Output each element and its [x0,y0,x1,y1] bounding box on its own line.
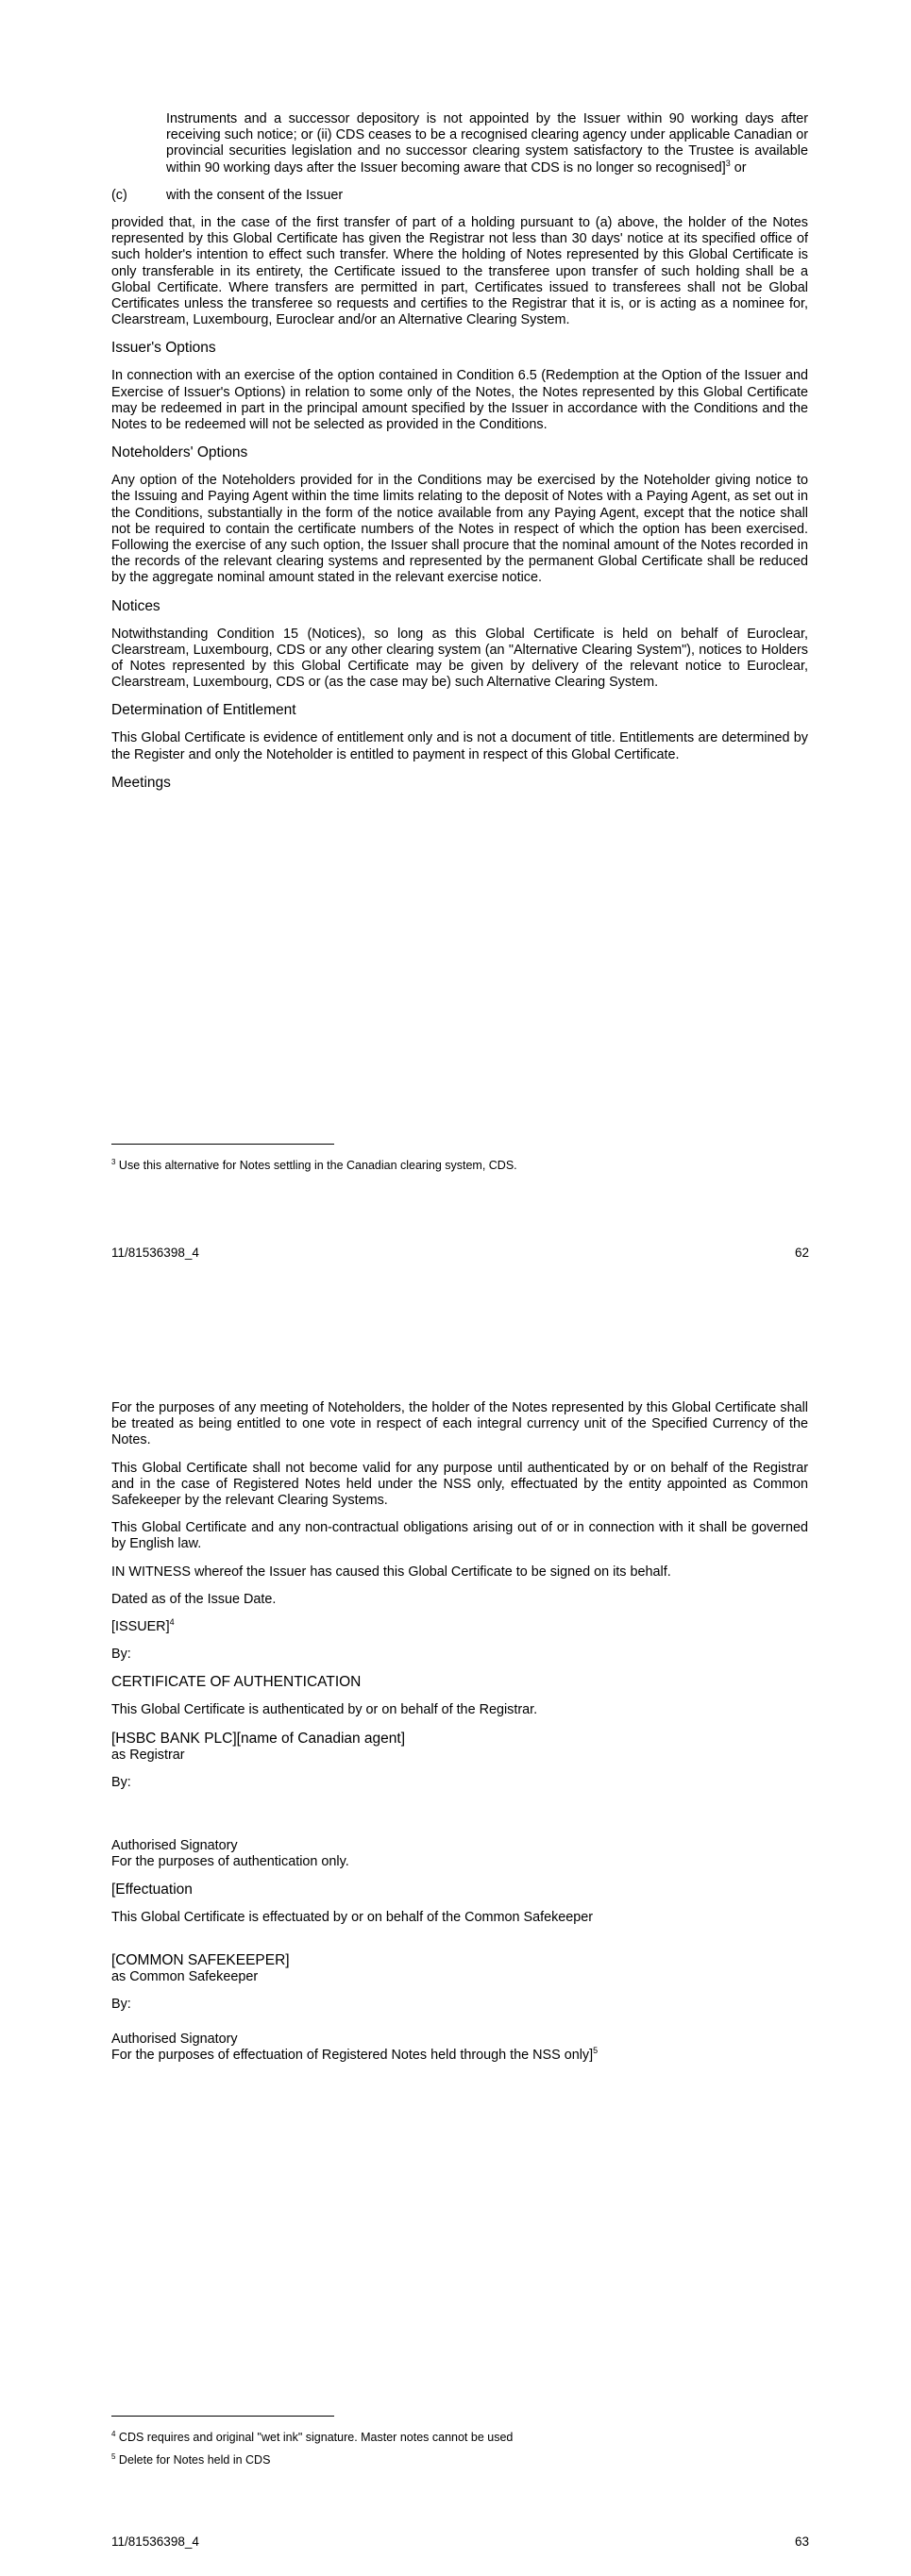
provided-that-paragraph: provided that, in the case of the first transfer of part of a holding pursuant to (a) above, the holder of the Notes represented by this Global Certificate has given the Registrar not less than 30 days' notice at its specified office of such holder's intention to effect such transfer. Where the holding of Notes represented by this Global Certificate is only transferable in its entirety, the Certificate issued to the transferee upon transfer of such holding shall be a Global Certificate. Where transfers are permitted in part, Certificates issued to transferees shall not be Global Certificates unless the transferee so requests and certifies to the Registrar that it is, or is acting as a nominee for, Clearstream, Luxembourg, Euroclear and/or an Alternative Clearing System. [111,215,808,328]
registrar-by-line: By: [111,1774,131,1790]
certificate-of-authentication-heading: CERTIFICATE OF AUTHENTICATION [111,1674,362,1691]
as-common-safekeeper: as Common Safekeeper [111,1968,259,1984]
list-item-c [111,188,808,204]
dated-line: Dated as of the Issue Date. [111,1591,277,1607]
effectuation-heading: [Effectuation [111,1882,193,1899]
entitlement-paragraph: This Global Certificate is evidence of entitlement only and is not a document of title. Entitlements are determined by the Register and only the Noteholder is entitled to payment in respect of this Global Certificate. [111,730,808,762]
meetings-paragraph: For the purposes of any meeting of Noteholders, the holder of the Notes represented by this Global Certificate shall be treated as being entitled to one vote in respect of each integral currency unit of the Specified Currency of the Notes. [111,1400,808,1448]
authentication-paragraph: This Global Certificate is authenticated by or on behalf of the Registrar. [111,1702,538,1718]
footnote-ref-3: 3 [725,158,731,168]
footnote-4: $^4$ CDS requires and original "wet ink" signature. Master notes cannot be used [111,2429,514,2444]
effectuation-purpose: For the purposes of effectuation of Registered Notes held through the NSS only]$^5$ [111,2046,599,2064]
continued-paragraph: Instruments and a successor depository is not appointed by the Issuer within 90 working days after receiving such notice; or (ii) CDS ceases to be a recognised clearing agency under applicable Canadian or provincial securities legislation and no successor clearing system satisfactory to the Trustee is available within 90 working days after the Issuer becoming aware that CDS is no longer so recognised]$^3$ or [166,111,808,176]
document-reference: 11/81536398_4 [111,1246,199,1260]
page-63 [0,1302,911,2576]
governing-law-paragraph: This Global Certificate and any non-contractual obligations arising out of or in connection with it shall be governed by English law. [111,1520,808,1552]
page-number: 62 [794,1246,809,1260]
list-item-label: (c) [111,187,127,203]
noteholders-options-heading: Noteholders' Options [111,444,248,461]
issuer-options-heading: Issuer's Options [111,340,216,357]
notices-heading: Notices [111,597,160,614]
in-witness-paragraph: IN WITNESS whereof the Issuer has caused this Global Certificate to be signed on its behalf. [111,1564,671,1580]
safekeeper-by-line: By: [111,1996,131,2012]
footnote-divider [111,1144,334,1145]
notices-paragraph: Notwithstanding Condition 15 (Notices), so long as this Global Certificate is held on behalf of Euroclear, Clearstream, Luxembourg, CDS or any other clearing system (an "Alternative Clearing System"), notices to Holders of Notes represented by this Global Certificate may be given by delivery of the relevant notice to Euroclear, Clearstream, Luxembourg, CDS or (as the case may be) such Alternative Clearing System. [111,626,808,691]
page-63-body [111,1400,808,2064]
issuer-signature-block: [ISSUER]$^4$ [111,1617,175,1635]
registrar-name: [HSBC BANK PLC][name of Canadian agent] [111,1730,406,1747]
validity-paragraph: This Global Certificate shall not become valid for any purpose until authenticated by or on behalf of the Registrar and in the case of Registered Notes held under the NSS only, effectuated by the entity appointed as Common Safekeeper by the relevant Clearing Systems. [111,1460,808,1509]
noteholders-options-paragraph: Any option of the Noteholders provided for in the Conditions may be exercised by the Noteholder giving notice to the Issuing and Paying Agent within the time limits relating to the deposit of Notes with a Paying Agent, as set out in the Conditions, substantially in the form of the notice available from any Paying Agent, except that the notice shall not be required to contain the certificate numbers of the Notes in respect of which the option has been exercised. Following the exercise of any such option, the Issuer shall procure that the nominal amount of the Notes recorded in the records of the relevant clearing systems and represented by the permanent Global Certificate shall be reduced by the aggregate nominal amount stated in the relevant exercise notice. [111,473,808,586]
footnote-3: $^3$ Use this alternative for Notes settling in the Canadian clearing system, CDS. [111,1157,517,1172]
page-62-body [111,111,808,792]
issuer-by-line: By: [111,1647,131,1663]
footnote-ref-5: 5 [593,2046,599,2056]
footnote-5: $^5$ Delete for Notes held in CDS [111,2451,271,2467]
footnote-ref-4: 4 [169,1617,175,1628]
meetings-heading: Meetings [111,774,171,791]
as-registrar: as Registrar [111,1747,185,1763]
effectuation-paragraph: This Global Certificate is effectuated by or on behalf of the Common Safekeeper [111,1910,594,1926]
document-reference: 11/81536398_4 [111,2534,199,2549]
authorised-signatory-1: Authorised Signatory [111,1838,238,1854]
footnote-divider [111,2416,334,2417]
authorised-signatory-2: Authorised Signatory [111,2032,238,2048]
page-number: 63 [794,2534,809,2549]
list-item-text: with the consent of the Issuer [166,187,344,203]
authentication-purpose: For the purposes of authentication only. [111,1854,349,1870]
common-safekeeper-name: [COMMON SAFEKEEPER] [111,1951,290,1968]
entitlement-heading: Determination of Entitlement [111,702,296,719]
issuer-options-paragraph: In connection with an exercise of the option contained in Condition 6.5 (Redemption at the Option of the Issuer and Exercise of Issuer's Options) in relation to some only of the Notes, the Notes represented by this Global Certificate may be redeemed in part in the principal amount specified by the Issuer in accordance with the Conditions and the Notes to be redeemed will not be selected as provided in the Conditions. [111,368,808,433]
